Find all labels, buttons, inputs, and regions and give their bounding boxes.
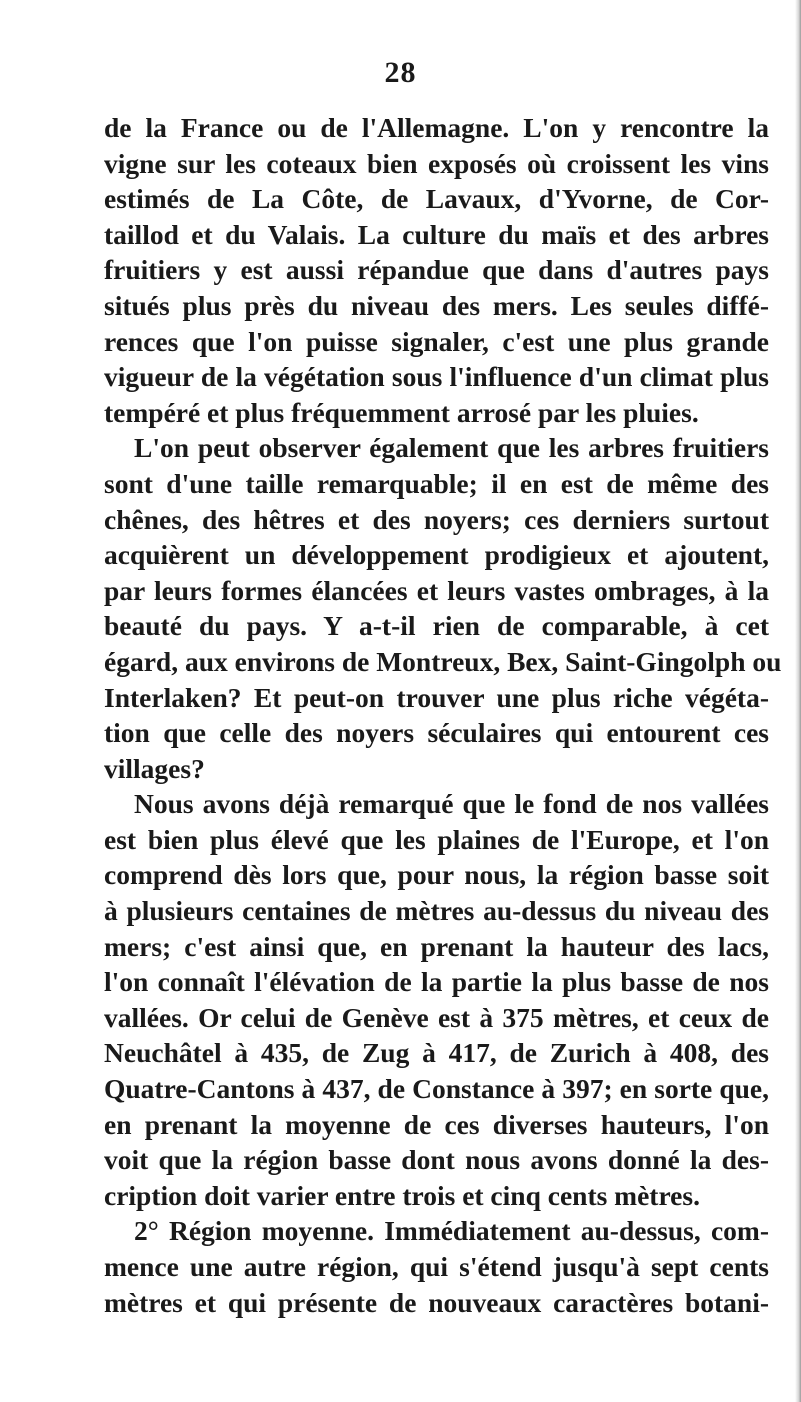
text-line: Interlaken? Et peut-on trouver une plus riche végéta- xyxy=(104,681,769,713)
text-line: beauté du pays. Y a-t-il rien de comparable, à cet xyxy=(104,610,769,642)
text-line: en prenant la moyenne de ces diverses hauteurs, l'on xyxy=(104,1108,769,1140)
text-line: par leurs formes élancées et leurs vastes ombrages, à la xyxy=(104,574,769,606)
text-line: mètres et qui présente de nouveaux caractères botani- xyxy=(104,1286,769,1318)
text-line: Quatre-Cantons à 437, de Constance à 397; en sorte que, xyxy=(104,1073,769,1105)
body-text xyxy=(104,110,782,1320)
text-line: Nous avons déjà remarqué que le fond de nos vallées xyxy=(134,788,769,820)
text-line: taillod et du Valais. La culture du maïs et des arbres xyxy=(104,218,769,250)
text-line: estimés de La Côte, de Lavaux, d'Yvorne, de Cor- xyxy=(104,183,769,215)
text-line: est bien plus élevé que les plaines de l'Europe, et l'on xyxy=(104,823,769,855)
text-line: chênes, des hêtres et des noyers; ces derniers surtout xyxy=(104,503,769,535)
text-line: vigueur de la végétation sous l'influence d'un climat plus xyxy=(104,361,769,393)
text-line: villages? xyxy=(104,752,205,784)
page-edge-shadow xyxy=(795,0,801,1402)
text-line: vallées. Or celui de Genève est à 375 mètres, et ceux de xyxy=(104,1001,769,1033)
text-line: situés plus près du niveau des mers. Les seules diffé- xyxy=(104,289,769,321)
text-line: comprend dès lors que, pour nous, la région basse soit xyxy=(104,859,769,891)
text-line: tion que celle des noyers séculaires qui entourent ces xyxy=(104,717,769,749)
text-line: tempéré et plus fréquemment arrosé par les pluies. xyxy=(104,396,699,428)
text-line: mence une autre région, qui s'étend jusqu'à sept cents xyxy=(104,1251,769,1282)
text-line: sont d'une taille remarquable; il en est de même des xyxy=(104,467,769,499)
text-line: vigne sur les coteaux bien exposés où croissent les vins xyxy=(104,147,769,179)
text-line: égard, aux environs de Montreux, Bex, Saint-Gingolph ou xyxy=(104,645,782,677)
text-line: fruitiers y est aussi répandue que dans d'autres pays xyxy=(104,254,769,286)
text-line: acquièrent un développement prodigieux et ajoutent, xyxy=(104,539,769,571)
text-line: L'on peut observer également que les arbres fruitiers xyxy=(134,432,769,464)
text-line: à plusieurs centaines de mètres au-dessus du niveau des xyxy=(104,895,769,927)
page-number: 28 xyxy=(384,56,417,89)
text-line: Neuchâtel à 435, de Zug à 417, de Zurich à 408, des xyxy=(104,1037,769,1069)
text-line: de la France ou de l'Allemagne. L'on y rencontre la xyxy=(104,112,769,143)
text-line: 2° Région moyenne. Immédiatement au-dessus, com- xyxy=(134,1215,769,1247)
text-line: l'on connaît l'élévation de la partie la plus basse de nos xyxy=(104,966,769,998)
text-line: rences que l'on puisse signaler, c'est une plus grande xyxy=(104,325,769,357)
text-line: mers; c'est ainsi que, en prenant la hauteur des lacs, xyxy=(104,930,769,962)
text-line: voit que la région basse dont nous avons donné la des- xyxy=(104,1144,769,1176)
text-line: cription doit varier entre trois et cinq cents mètres. xyxy=(104,1179,700,1211)
